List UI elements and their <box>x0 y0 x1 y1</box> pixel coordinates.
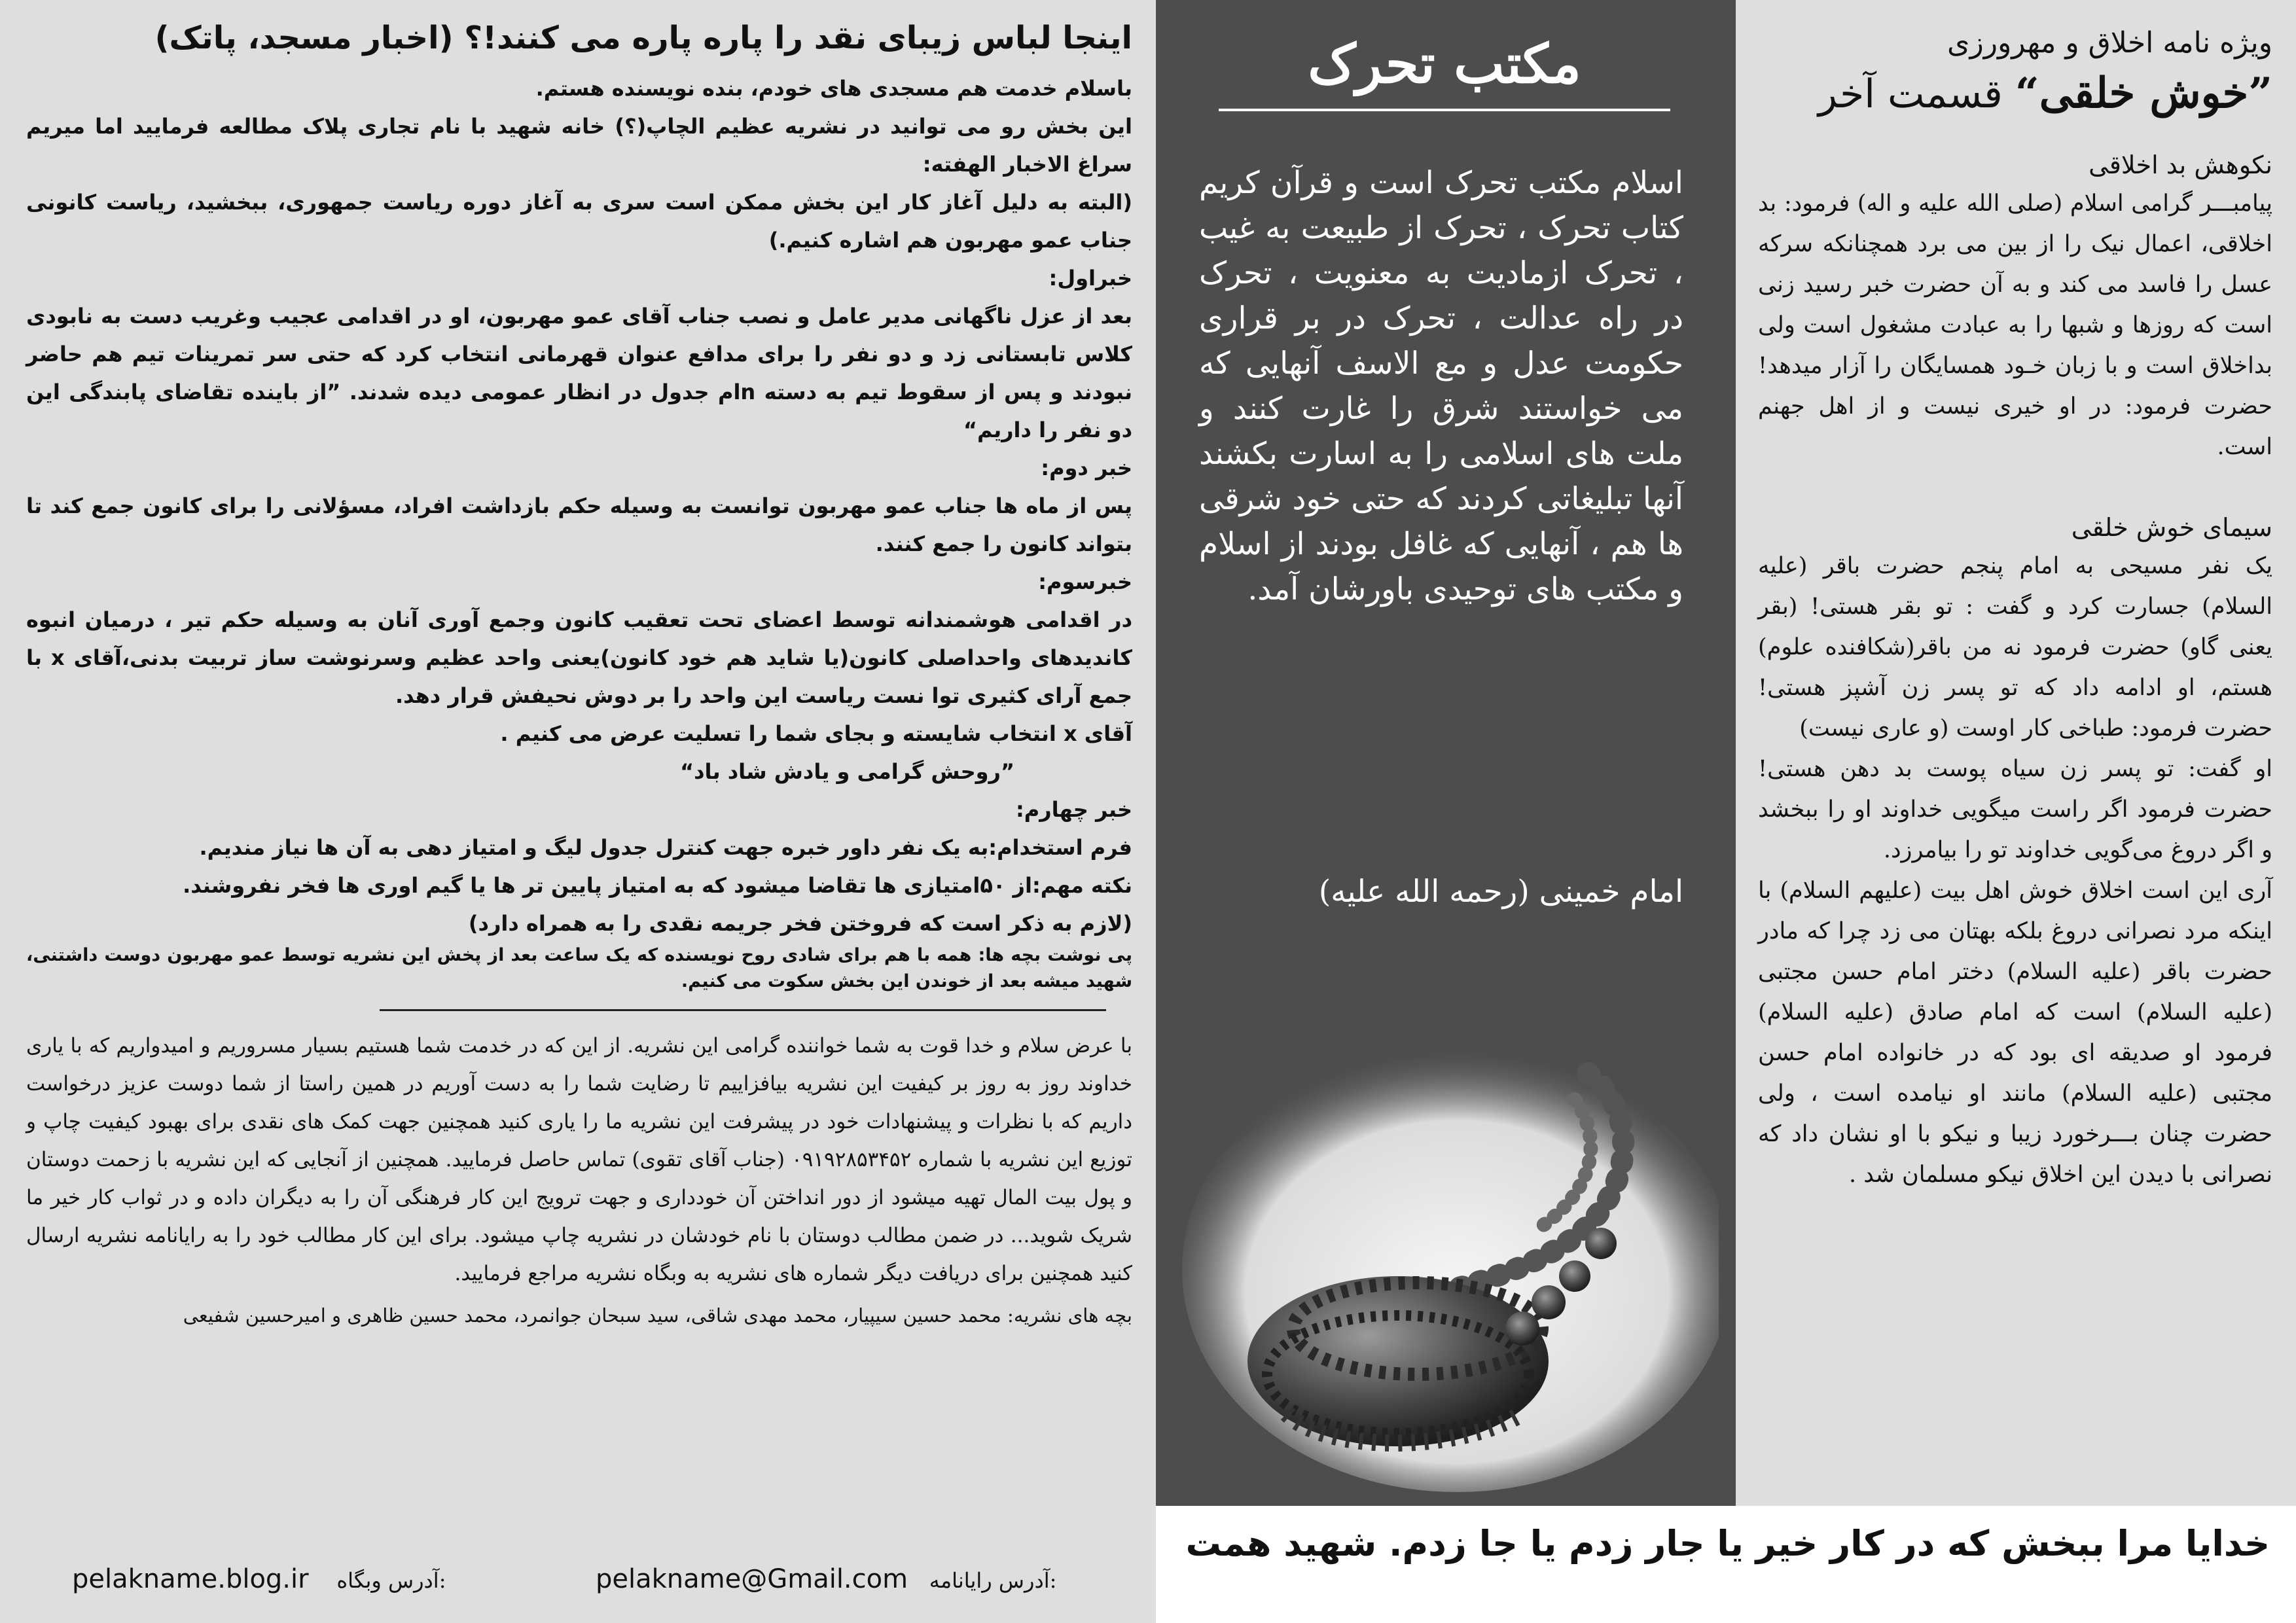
news-item-4-note: نکته مهم:از ۵۰امتیازی ها تقاضا میشود که به امتیاز پایین تر ها یا گیم اوری ها فخر نفروشند. <box>183 873 1132 898</box>
news-intro-1: باسلام خدمت هم مسجدی های خودم، بنده نویسنده هستم. <box>535 76 1132 101</box>
section-body-good-temper-1: یک نفر مسیحی به امام پنجم حضرت باقر (علیه السلام) جسارت کرد و گفت : تو بقر هستی! (بقر یعنی گاو) حضرت فرمود نه من باقر(شکافنده علوم) هستم، او ادامه داد که تو پسر زن آشپز هستی! حضرت فرمود: طباخی کار اوست (و عاری نیست) <box>1758 553 2272 741</box>
email-address[interactable] <box>596 1564 1056 1594</box>
news-item-3: در اقدامی هوشمندانه توسط اعضای تحت تعقیب کانون وجمع آوری آنان به وسیله حکم تیر ، درمیان انبوه کاندیدهای واحداصلی کانون(یا شاید هم خود کانون)یعنی واحد عظیم وسرنوشت ساز تربیت بدنی،آقای x با جمع آرای کثیری توا نست ریاست این واحد را بر دوش نحیفش قرار دهد. <box>26 607 1133 708</box>
quote-body: اسلام مکتب تحرک است و قرآن کریم کتاب تحرک ، تحرک از طبیعت به غیب ، تحرک ازمادیت به معنویت ، تحرک در راه عدالت ، تحرک در بر قراری حکومت عدل و مع الاسف آنهایی که می خواستند شرق را غارت کنند و ملت های اسلامی را به اسارت بکشند آنها تبلیغاتی کردند که حتی خود شرقی ها هم ، آنهایی که غافل بودند از اسلام و مکتب های توحیدی باورشان آمد. <box>1199 165 1683 607</box>
news-item-1: بعد از عزل ناگهانی مدیر عامل و نصب جناب آقای عمو مهربون، او در اقدامی عجیب وغریب دست به نابودی کلاس تابستانی زد و دو نفر را برای مدافع عنوان قهرمانی انتخاب کرد که حتی سر تمرینات تیم هم حاضر نبودند و پس از سقوط تیم به دسته nام جدول در انظار عمومی دیده شدند. ”از باینده تقاضای پابندگی این دو نفر را داریم“ <box>26 304 1133 442</box>
news-heading-4: خبر چهارم: <box>1015 797 1132 822</box>
ethics-title <box>1758 69 2272 118</box>
ethics-column <box>1736 0 2296 1506</box>
publisher-notice: با عرض سلام و خدا قوت به شما خواننده گرامی این نشریه. از این که در خدمت شما هستیم بسیار مسروریم و امیدواریم که با یاری خداوند روز به روز بر کیفیت این نشریه بیافزاییم تا رضایت شما را به دست آوریم در همین راستا از شما دوست عزیز درخواست داریم که با نظرات و پیشنهادات خود در پیشرفت این نشریه ما را یاری کنید همچنین جهت کمک های نقدی برای بهبود کیفیت چاپ و توزیع این نشریه با شماره ۰۹۱۹۲۸۵۳۴۵۲ (جناب آقای تقوی) تماس حاصل فرمایید. همچنین از آنجایی که این نشریه با زحمت دوستان و پول بیت المال تهیه میشود از دور انداختن آن خودداری و جهت ترویج این کار فرهنگی آن را به دیگران داده و در ثواب کار خیر ما شریک شوید... در ضمن مطالب دوستان با نام خودشان در نشریه چاپ میشود. برای این کار مطالب خود را به رایانامه نشریه ارسال کنید همچنین برای دریافت دیگر شماره های نشریه به وبگاه نشریه مراجع فرمایید. <box>26 1034 1132 1285</box>
news-heading-2: خبر دوم: <box>1041 455 1132 480</box>
contact-bar <box>26 1564 1132 1603</box>
ethics-title-part: قسمت آخر <box>1818 71 2003 117</box>
section-heading-bad-temper: نکوهش بد اخلاقی <box>2089 151 2272 179</box>
quote-column <box>1156 0 1736 1506</box>
section-body-good-temper-3: آری این است اخلاق خوش اهل بیت (علیهم السلام) با اینکه مرد نصرانی دروغ بلکه بهتان می زد چرا که مادر حضرت باقر (علیه السلام) دختر امام حسن مجتبی (علیه السلام) است که امام صادق (علیه السلام) فرمود او صدیقه ای بود که در خانواده امام حسن مجتبی (علیه السلام) مانند او نیامده است ، ولی حضرت چنان بـــرخورد زیبا و نیکو با او نشان داد که نصرانی با دیدن این اخلاق نیکو مسلمان شد . <box>1758 878 2272 1188</box>
section-heading-good-temper: سیمای خوش خلقی <box>2071 513 2272 542</box>
news-heading-1: خبراول: <box>1049 266 1132 291</box>
news-item-3-prayer: ”روحش گرامی و یادش شاد باد“ <box>680 759 1014 784</box>
staff-credits: بچه های نشریه: محمد حسین سیپیار، محمد مهدی شاقی، سید سبحان جوانمرد، محمد حسین ظاهری و امیرحسین شفیعی <box>183 1304 1132 1327</box>
blog-address[interactable] <box>72 1564 446 1594</box>
quote-title: مکتب تحرک <box>1219 33 1670 111</box>
news-intro-2: این بخش رو می توانید در نشریه عظیم الچاپ(؟) خانه شهید با نام تجاری پلاک مطالعه فرمایید اما میریم سراغ الاخبار الهفته: <box>26 114 1132 177</box>
news-item-4-hiring: فرم استخدام:به یک نفر داور خبره جهت کنترل جدول لیگ و امتیاز دهی به آن ها نیاز مندیم. <box>199 835 1132 860</box>
section-body-bad-temper: پیامبـــر گرامی اسلام (صلی الله علیه و اله) فرمود: بد اخلاقی، اعمال نیک را از بین می برد همچنانکه سرکه عسل را فاسد می کند و به آن حضرت خبر رسید زنی است که روزها و شبها را به عبادت مشغول است ولی بداخلاق است و با زبان خـود همسایگان را آزار میدهد! حضرت فرمود: در او خیری نیست و از اهل جهنم است. <box>1758 190 2272 460</box>
news-intro-3: (البته به دلیل آغاز کار این بخش ممکن است سری به آغاز دوره ریاست جمهوری، ببخشید، ریاست کانونی جناب عمو مهربون هم اشاره کنیم.) <box>26 190 1132 253</box>
ethics-title-main: ”خوش خلقی“ <box>2015 69 2272 118</box>
prayer-beads-image <box>1182 1021 1719 1492</box>
news-article <box>26 69 1132 995</box>
news-item-4-fine: (لازم به ذکر است که فروختن فخر جریمه نقدی را به همراه دارد) <box>468 911 1132 936</box>
email-label: آدرس رایانامه: <box>929 1568 1057 1593</box>
news-item-3-condolence: آقای x انتخاب شایسته و بجای شما را تسلیت عرض می کنیم . <box>500 721 1132 746</box>
blog-label: آدرس وبگاه: <box>336 1568 446 1593</box>
special-issue-kicker: ویژه نامه اخلاق و مهرورزی <box>1947 26 2272 60</box>
email-url[interactable]: pelakname@Gmail.com <box>596 1564 908 1594</box>
news-title: اینجا لباس زیبای نقد را پاره پاره می کنند!؟ (اخبار مسجد، پاتک) <box>154 20 1132 56</box>
section-divider <box>380 1009 1106 1011</box>
section-body-good-temper-2: او گفت: تو پسر زن سیاه پوست بد دهن هستی! حضرت فرمود اگر راست میگویی خداوند او را ببخشد و اگر دروغ می‌گویی خداوند تو را بیامرزد. <box>1758 756 2272 863</box>
blog-url[interactable]: pelakname.blog.ir <box>72 1564 309 1594</box>
quote-signature: امام خمینی (رحمه الله علیه) <box>1318 874 1683 910</box>
news-item-2: پس از ماه ها جناب عمو مهربون توانست به وسیله حکم بازداشت افراد، مسؤلانی را برای کانون جمع کند تا بتواند کانون را جمع کنند. <box>26 493 1132 556</box>
martyr-quote-banner: خدایا مرا ببخش که در کار خیر یا جار زدم یا جا زدم. شهید همت <box>1156 1506 2296 1623</box>
news-heading-3: خبرسوم: <box>1038 569 1132 594</box>
news-postscript: پی نوشت بچه ها: همه با هم برای شادی روح نویسنده که یک ساعت بعد از پخش این نشریه توسط عمو مهربون دوست داشتنی، شهید میشه بعد از خوندن این بخش سکوت می کنیم. <box>26 945 1132 991</box>
